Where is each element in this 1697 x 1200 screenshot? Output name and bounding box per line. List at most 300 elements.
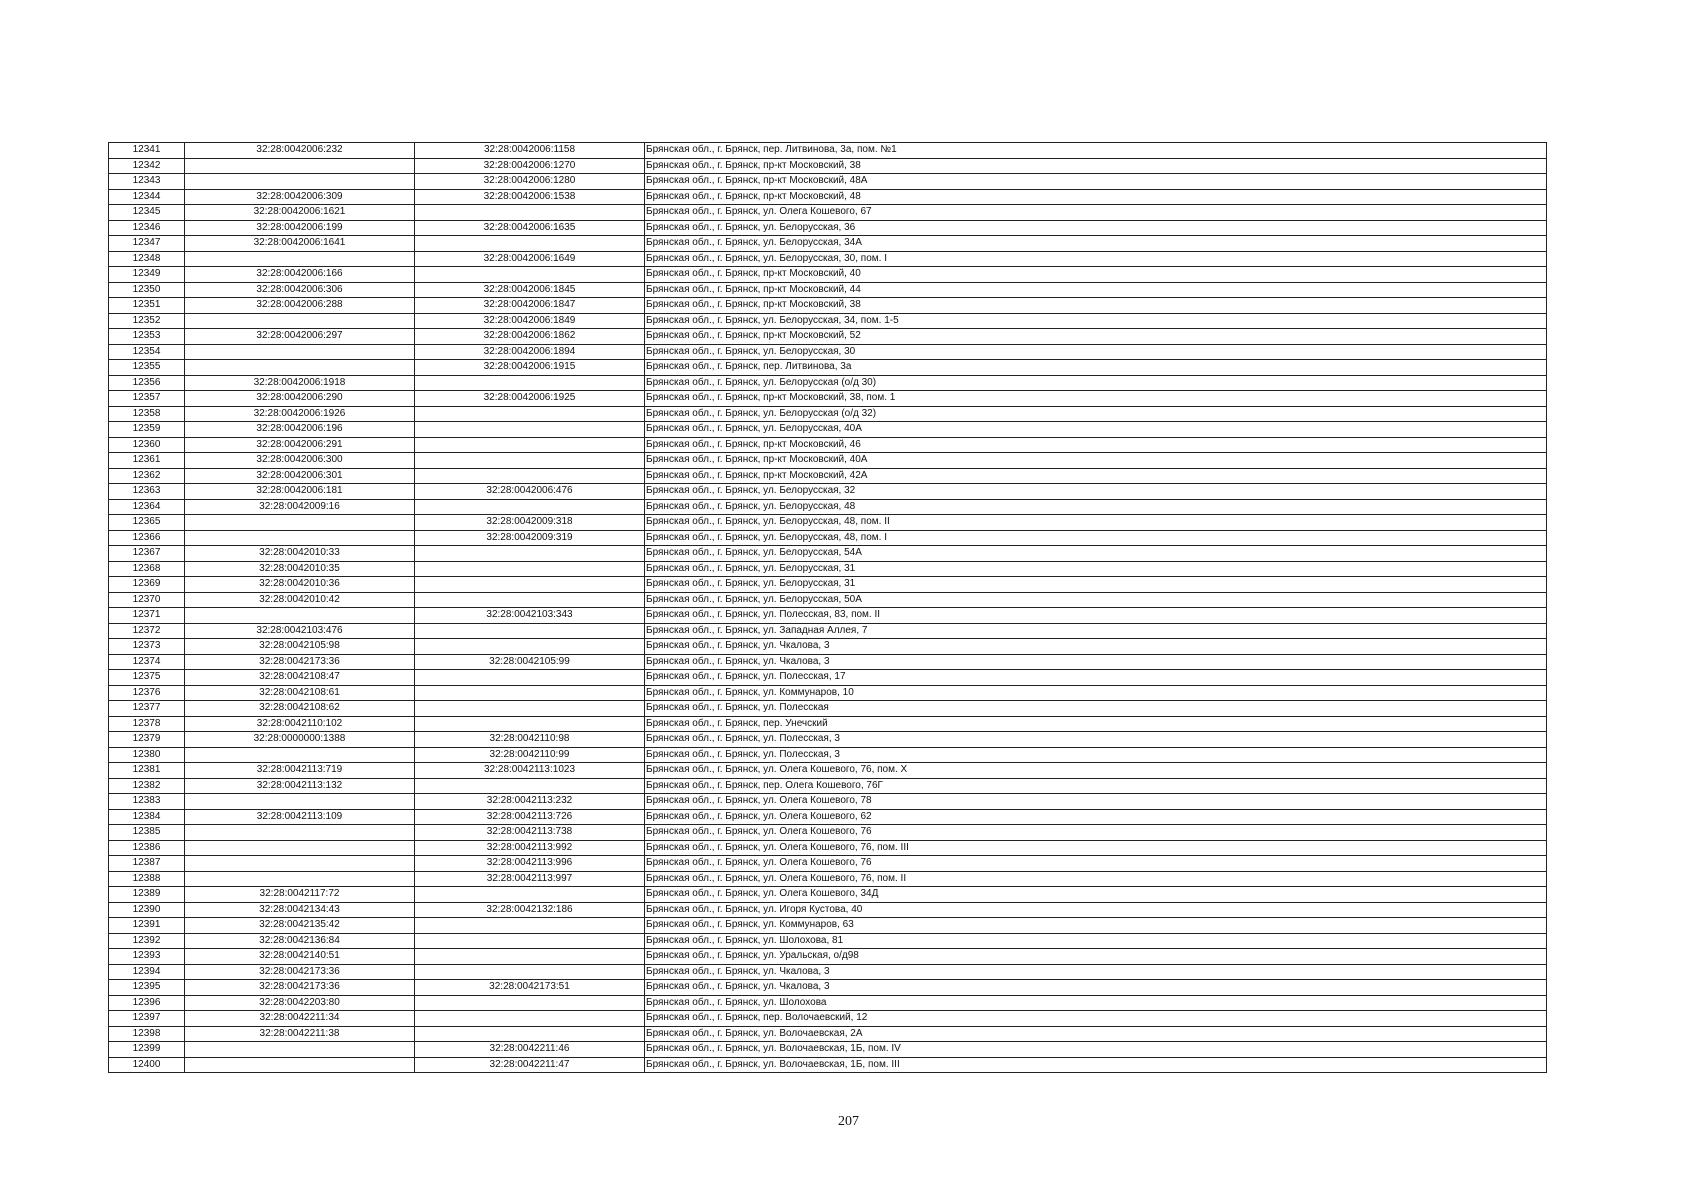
building-cadastral-number-cell bbox=[415, 639, 645, 655]
table-row bbox=[109, 375, 1547, 391]
table-row bbox=[109, 313, 1547, 329]
table-row bbox=[109, 639, 1547, 655]
parcel-cadastral-number-cell: 32:28:0042010:36 bbox=[185, 577, 415, 593]
address-cell: Брянская обл., г. Брянск, ул. Полесская bbox=[645, 701, 1547, 717]
table-row bbox=[109, 825, 1547, 841]
row-number-cell: 12341 bbox=[109, 143, 185, 159]
building-cadastral-number-cell bbox=[415, 918, 645, 934]
address-cell: Брянская обл., г. Брянск, ул. Западная Аллея, 7 bbox=[645, 623, 1547, 639]
parcel-cadastral-number-cell bbox=[185, 251, 415, 267]
building-cadastral-number-cell: 32:28:0042006:1635 bbox=[415, 220, 645, 236]
row-number-cell: 12374 bbox=[109, 654, 185, 670]
table-row bbox=[109, 980, 1547, 996]
address-cell: Брянская обл., г. Брянск, пр-кт Московский, 38 bbox=[645, 298, 1547, 314]
table-row bbox=[109, 143, 1547, 159]
table-row bbox=[109, 236, 1547, 252]
address-cell: Брянская обл., г. Брянск, пр-кт Московский, 40 bbox=[645, 267, 1547, 283]
table-row bbox=[109, 515, 1547, 531]
parcel-cadastral-number-cell: 32:28:0042006:1926 bbox=[185, 406, 415, 422]
building-cadastral-number-cell bbox=[415, 468, 645, 484]
table-row bbox=[109, 267, 1547, 283]
address-cell: Брянская обл., г. Брянск, пер. Литвинова, 3а bbox=[645, 360, 1547, 376]
parcel-cadastral-number-cell: 32:28:0042006:232 bbox=[185, 143, 415, 159]
building-cadastral-number-cell bbox=[415, 205, 645, 221]
building-cadastral-number-cell bbox=[415, 422, 645, 438]
table-row bbox=[109, 933, 1547, 949]
building-cadastral-number-cell bbox=[415, 701, 645, 717]
building-cadastral-number-cell: 32:28:0042113:232 bbox=[415, 794, 645, 810]
parcel-cadastral-number-cell: 32:28:0042006:290 bbox=[185, 391, 415, 407]
parcel-cadastral-number-cell: 32:28:0042105:98 bbox=[185, 639, 415, 655]
table-row bbox=[109, 298, 1547, 314]
row-number-cell: 12346 bbox=[109, 220, 185, 236]
row-number-cell: 12368 bbox=[109, 561, 185, 577]
table-row bbox=[109, 577, 1547, 593]
building-cadastral-number-cell bbox=[415, 453, 645, 469]
address-cell: Брянская обл., г. Брянск, ул. Белорусская (о/д 30) bbox=[645, 375, 1547, 391]
row-number-cell: 12345 bbox=[109, 205, 185, 221]
building-cadastral-number-cell bbox=[415, 546, 645, 562]
row-number-cell: 12395 bbox=[109, 980, 185, 996]
building-cadastral-number-cell: 32:28:0042211:47 bbox=[415, 1057, 645, 1073]
building-cadastral-number-cell: 32:28:0042006:1845 bbox=[415, 282, 645, 298]
table-row bbox=[109, 1057, 1547, 1073]
table-row bbox=[109, 468, 1547, 484]
building-cadastral-number-cell: 32:28:0042006:1862 bbox=[415, 329, 645, 345]
building-cadastral-number-cell: 32:28:0042006:1649 bbox=[415, 251, 645, 267]
building-cadastral-number-cell bbox=[415, 1011, 645, 1027]
parcel-cadastral-number-cell bbox=[185, 158, 415, 174]
row-number-cell: 12342 bbox=[109, 158, 185, 174]
row-number-cell: 12387 bbox=[109, 856, 185, 872]
parcel-cadastral-number-cell bbox=[185, 856, 415, 872]
row-number-cell: 12377 bbox=[109, 701, 185, 717]
row-number-cell: 12392 bbox=[109, 933, 185, 949]
parcel-cadastral-number-cell: 32:28:0042006:300 bbox=[185, 453, 415, 469]
table-row bbox=[109, 949, 1547, 965]
address-cell: Брянская обл., г. Брянск, ул. Белорусская, 48, пом. I bbox=[645, 530, 1547, 546]
table-row bbox=[109, 871, 1547, 887]
table-row bbox=[109, 778, 1547, 794]
building-cadastral-number-cell: 32:28:0042006:1158 bbox=[415, 143, 645, 159]
table-row bbox=[109, 484, 1547, 500]
building-cadastral-number-cell bbox=[415, 499, 645, 515]
building-cadastral-number-cell: 32:28:0042110:99 bbox=[415, 747, 645, 763]
address-cell: Брянская обл., г. Брянск, пер. Волочаевский, 12 bbox=[645, 1011, 1547, 1027]
address-cell: Брянская обл., г. Брянск, ул. Чкалова, 3 bbox=[645, 639, 1547, 655]
address-cell: Брянская обл., г. Брянск, ул. Белорусская, 30, пом. I bbox=[645, 251, 1547, 267]
table-row bbox=[109, 701, 1547, 717]
parcel-cadastral-number-cell: 32:28:0042113:109 bbox=[185, 809, 415, 825]
building-cadastral-number-cell bbox=[415, 577, 645, 593]
building-cadastral-number-cell: 32:28:0042132:186 bbox=[415, 902, 645, 918]
row-number-cell: 12359 bbox=[109, 422, 185, 438]
row-number-cell: 12372 bbox=[109, 623, 185, 639]
row-number-cell: 12379 bbox=[109, 732, 185, 748]
address-cell: Брянская обл., г. Брянск, ул. Шолохова bbox=[645, 995, 1547, 1011]
building-cadastral-number-cell bbox=[415, 406, 645, 422]
table-row bbox=[109, 1026, 1547, 1042]
row-number-cell: 12357 bbox=[109, 391, 185, 407]
parcel-cadastral-number-cell bbox=[185, 344, 415, 360]
address-cell: Брянская обл., г. Брянск, пр-кт Московский, 48 bbox=[645, 189, 1547, 205]
building-cadastral-number-cell: 32:28:0042006:1915 bbox=[415, 360, 645, 376]
parcel-cadastral-number-cell: 32:28:0042006:301 bbox=[185, 468, 415, 484]
row-number-cell: 12393 bbox=[109, 949, 185, 965]
parcel-cadastral-number-cell: 32:28:0042006:297 bbox=[185, 329, 415, 345]
table-row bbox=[109, 763, 1547, 779]
building-cadastral-number-cell: 32:28:0042113:726 bbox=[415, 809, 645, 825]
parcel-cadastral-number-cell: 32:28:0042006:1621 bbox=[185, 205, 415, 221]
parcel-cadastral-number-cell: 32:28:0042010:33 bbox=[185, 546, 415, 562]
parcel-cadastral-number-cell: 32:28:0042135:42 bbox=[185, 918, 415, 934]
parcel-cadastral-number-cell: 32:28:0042134:43 bbox=[185, 902, 415, 918]
parcel-cadastral-number-cell: 32:28:0042113:719 bbox=[185, 763, 415, 779]
row-number-cell: 12365 bbox=[109, 515, 185, 531]
address-cell: Брянская обл., г. Брянск, ул. Белорусская, 34А bbox=[645, 236, 1547, 252]
building-cadastral-number-cell bbox=[415, 236, 645, 252]
parcel-cadastral-number-cell: 32:28:0042211:34 bbox=[185, 1011, 415, 1027]
table-row bbox=[109, 499, 1547, 515]
table-row bbox=[109, 205, 1547, 221]
building-cadastral-number-cell bbox=[415, 437, 645, 453]
building-cadastral-number-cell: 32:28:0042006:1280 bbox=[415, 174, 645, 190]
row-number-cell: 12398 bbox=[109, 1026, 185, 1042]
table-row bbox=[109, 995, 1547, 1011]
row-number-cell: 12371 bbox=[109, 608, 185, 624]
address-cell: Брянская обл., г. Брянск, пр-кт Московский, 42А bbox=[645, 468, 1547, 484]
row-number-cell: 12386 bbox=[109, 840, 185, 856]
parcel-cadastral-number-cell: 32:28:0042117:72 bbox=[185, 887, 415, 903]
building-cadastral-number-cell bbox=[415, 592, 645, 608]
parcel-cadastral-number-cell bbox=[185, 794, 415, 810]
building-cadastral-number-cell: 32:28:0042103:343 bbox=[415, 608, 645, 624]
registry-table-body bbox=[109, 143, 1547, 1073]
row-number-cell: 12347 bbox=[109, 236, 185, 252]
building-cadastral-number-cell: 32:28:0042110:98 bbox=[415, 732, 645, 748]
row-number-cell: 12362 bbox=[109, 468, 185, 484]
building-cadastral-number-cell: 32:28:0042113:738 bbox=[415, 825, 645, 841]
building-cadastral-number-cell bbox=[415, 561, 645, 577]
address-cell: Брянская обл., г. Брянск, пер. Литвинова, 3а, пом. №1 bbox=[645, 143, 1547, 159]
table-row bbox=[109, 282, 1547, 298]
address-cell: Брянская обл., г. Брянск, ул. Олега Кошевого, 76 bbox=[645, 825, 1547, 841]
table-row bbox=[109, 406, 1547, 422]
building-cadastral-number-cell: 32:28:0042105:99 bbox=[415, 654, 645, 670]
row-number-cell: 12400 bbox=[109, 1057, 185, 1073]
building-cadastral-number-cell: 32:28:0042006:1847 bbox=[415, 298, 645, 314]
building-cadastral-number-cell: 32:28:0042006:1270 bbox=[415, 158, 645, 174]
row-number-cell: 12363 bbox=[109, 484, 185, 500]
building-cadastral-number-cell bbox=[415, 670, 645, 686]
table-row bbox=[109, 918, 1547, 934]
parcel-cadastral-number-cell: 32:28:0042108:47 bbox=[185, 670, 415, 686]
parcel-cadastral-number-cell: 32:28:0042173:36 bbox=[185, 964, 415, 980]
address-cell: Брянская обл., г. Брянск, ул. Олега Кошевого, 76, пом. III bbox=[645, 840, 1547, 856]
table-row bbox=[109, 654, 1547, 670]
building-cadastral-number-cell: 32:28:0042113:1023 bbox=[415, 763, 645, 779]
table-row bbox=[109, 747, 1547, 763]
address-cell: Брянская обл., г. Брянск, ул. Белорусская, 54А bbox=[645, 546, 1547, 562]
row-number-cell: 12381 bbox=[109, 763, 185, 779]
parcel-cadastral-number-cell bbox=[185, 515, 415, 531]
table-row bbox=[109, 546, 1547, 562]
row-number-cell: 12385 bbox=[109, 825, 185, 841]
parcel-cadastral-number-cell: 32:28:0042173:36 bbox=[185, 654, 415, 670]
building-cadastral-number-cell bbox=[415, 267, 645, 283]
table-row bbox=[109, 530, 1547, 546]
table-row bbox=[109, 732, 1547, 748]
table-row bbox=[109, 174, 1547, 190]
row-number-cell: 12388 bbox=[109, 871, 185, 887]
table-row bbox=[109, 608, 1547, 624]
table-row bbox=[109, 437, 1547, 453]
parcel-cadastral-number-cell bbox=[185, 840, 415, 856]
table-row bbox=[109, 1042, 1547, 1058]
parcel-cadastral-number-cell: 32:28:0042211:38 bbox=[185, 1026, 415, 1042]
parcel-cadastral-number-cell: 32:28:0042010:35 bbox=[185, 561, 415, 577]
table-row bbox=[109, 251, 1547, 267]
row-number-cell: 12354 bbox=[109, 344, 185, 360]
parcel-cadastral-number-cell: 32:28:0042108:61 bbox=[185, 685, 415, 701]
row-number-cell: 12399 bbox=[109, 1042, 185, 1058]
parcel-cadastral-number-cell: 32:28:0042006:166 bbox=[185, 267, 415, 283]
row-number-cell: 12344 bbox=[109, 189, 185, 205]
address-cell: Брянская обл., г. Брянск, ул. Волочаевская, 1Б, пом. III bbox=[645, 1057, 1547, 1073]
address-cell: Брянская обл., г. Брянск, пер. Олега Кошевого, 76Г bbox=[645, 778, 1547, 794]
parcel-cadastral-number-cell bbox=[185, 871, 415, 887]
address-cell: Брянская обл., г. Брянск, ул. Олега Кошевого, 34Д bbox=[645, 887, 1547, 903]
table-row bbox=[109, 670, 1547, 686]
row-number-cell: 12373 bbox=[109, 639, 185, 655]
row-number-cell: 12394 bbox=[109, 964, 185, 980]
building-cadastral-number-cell: 32:28:0042211:46 bbox=[415, 1042, 645, 1058]
table-row bbox=[109, 887, 1547, 903]
building-cadastral-number-cell: 32:28:0042006:1894 bbox=[415, 344, 645, 360]
row-number-cell: 12367 bbox=[109, 546, 185, 562]
building-cadastral-number-cell bbox=[415, 716, 645, 732]
building-cadastral-number-cell: 32:28:0042006:476 bbox=[415, 484, 645, 500]
row-number-cell: 12351 bbox=[109, 298, 185, 314]
address-cell: Брянская обл., г. Брянск, ул. Олега Кошевого, 62 bbox=[645, 809, 1547, 825]
table-row bbox=[109, 856, 1547, 872]
table-row bbox=[109, 902, 1547, 918]
row-number-cell: 12366 bbox=[109, 530, 185, 546]
row-number-cell: 12352 bbox=[109, 313, 185, 329]
row-number-cell: 12375 bbox=[109, 670, 185, 686]
building-cadastral-number-cell bbox=[415, 995, 645, 1011]
registry-table bbox=[108, 142, 1547, 1073]
row-number-cell: 12389 bbox=[109, 887, 185, 903]
parcel-cadastral-number-cell: 32:28:0042006:288 bbox=[185, 298, 415, 314]
row-number-cell: 12378 bbox=[109, 716, 185, 732]
building-cadastral-number-cell bbox=[415, 964, 645, 980]
address-cell: Брянская обл., г. Брянск, ул. Полесская, 83, пом. II bbox=[645, 608, 1547, 624]
table-row bbox=[109, 189, 1547, 205]
row-number-cell: 12376 bbox=[109, 685, 185, 701]
parcel-cadastral-number-cell: 32:28:0042140:51 bbox=[185, 949, 415, 965]
parcel-cadastral-number-cell: 32:28:0042006:306 bbox=[185, 282, 415, 298]
row-number-cell: 12384 bbox=[109, 809, 185, 825]
table-row bbox=[109, 220, 1547, 236]
parcel-cadastral-number-cell: 32:28:0042006:181 bbox=[185, 484, 415, 500]
address-cell: Брянская обл., г. Брянск, ул. Чкалова, 3 bbox=[645, 980, 1547, 996]
row-number-cell: 12356 bbox=[109, 375, 185, 391]
table-row bbox=[109, 685, 1547, 701]
address-cell: Брянская обл., г. Брянск, ул. Белорусская, 48, пом. II bbox=[645, 515, 1547, 531]
building-cadastral-number-cell: 32:28:0042113:996 bbox=[415, 856, 645, 872]
row-number-cell: 12391 bbox=[109, 918, 185, 934]
table-row bbox=[109, 360, 1547, 376]
building-cadastral-number-cell: 32:28:0042006:1849 bbox=[415, 313, 645, 329]
row-number-cell: 12348 bbox=[109, 251, 185, 267]
parcel-cadastral-number-cell: 32:28:0042136:84 bbox=[185, 933, 415, 949]
parcel-cadastral-number-cell: 32:28:0042006:1918 bbox=[185, 375, 415, 391]
parcel-cadastral-number-cell: 32:28:0042173:36 bbox=[185, 980, 415, 996]
parcel-cadastral-number-cell: 32:28:0042006:199 bbox=[185, 220, 415, 236]
building-cadastral-number-cell: 32:28:0042006:1538 bbox=[415, 189, 645, 205]
row-number-cell: 12370 bbox=[109, 592, 185, 608]
building-cadastral-number-cell: 32:28:0042009:318 bbox=[415, 515, 645, 531]
parcel-cadastral-number-cell: 32:28:0042110:102 bbox=[185, 716, 415, 732]
address-cell: Брянская обл., г. Брянск, ул. Белорусская, 31 bbox=[645, 561, 1547, 577]
parcel-cadastral-number-cell bbox=[185, 825, 415, 841]
parcel-cadastral-number-cell bbox=[185, 530, 415, 546]
table-row bbox=[109, 592, 1547, 608]
address-cell: Брянская обл., г. Брянск, ул. Белорусская, 40А bbox=[645, 422, 1547, 438]
parcel-cadastral-number-cell bbox=[185, 608, 415, 624]
parcel-cadastral-number-cell: 32:28:0042010:42 bbox=[185, 592, 415, 608]
address-cell: Брянская обл., г. Брянск, ул. Белорусская, 30 bbox=[645, 344, 1547, 360]
building-cadastral-number-cell bbox=[415, 1026, 645, 1042]
address-cell: Брянская обл., г. Брянск, ул. Чкалова, 3 bbox=[645, 964, 1547, 980]
page-number: 207 bbox=[838, 1114, 859, 1129]
building-cadastral-number-cell: 32:28:0042006:1925 bbox=[415, 391, 645, 407]
parcel-cadastral-number-cell bbox=[185, 174, 415, 190]
table-row bbox=[109, 964, 1547, 980]
address-cell: Брянская обл., г. Брянск, ул. Белорусская, 50А bbox=[645, 592, 1547, 608]
address-cell: Брянская обл., г. Брянск, ул. Белорусская (о/д 32) bbox=[645, 406, 1547, 422]
address-cell: Брянская обл., г. Брянск, ул. Белорусская, 36 bbox=[645, 220, 1547, 236]
building-cadastral-number-cell bbox=[415, 887, 645, 903]
row-number-cell: 12382 bbox=[109, 778, 185, 794]
table-row bbox=[109, 716, 1547, 732]
address-cell: Брянская обл., г. Брянск, ул. Олега Кошевого, 76, пом. X bbox=[645, 763, 1547, 779]
table-row bbox=[109, 840, 1547, 856]
address-cell: Брянская обл., г. Брянск, ул. Белорусская, 31 bbox=[645, 577, 1547, 593]
address-cell: Брянская обл., г. Брянск, ул. Чкалова, 3 bbox=[645, 654, 1547, 670]
table-row bbox=[109, 1011, 1547, 1027]
row-number-cell: 12349 bbox=[109, 267, 185, 283]
address-cell: Брянская обл., г. Брянск, пр-кт Московский, 44 bbox=[645, 282, 1547, 298]
parcel-cadastral-number-cell: 32:28:0042113:132 bbox=[185, 778, 415, 794]
row-number-cell: 12353 bbox=[109, 329, 185, 345]
row-number-cell: 12364 bbox=[109, 499, 185, 515]
address-cell: Брянская обл., г. Брянск, ул. Олега Кошевого, 76, пом. II bbox=[645, 871, 1547, 887]
parcel-cadastral-number-cell: 32:28:0042203:80 bbox=[185, 995, 415, 1011]
parcel-cadastral-number-cell: 32:28:0042009:16 bbox=[185, 499, 415, 515]
address-cell: Брянская обл., г. Брянск, ул. Полесская, 17 bbox=[645, 670, 1547, 686]
table-row bbox=[109, 344, 1547, 360]
table-row bbox=[109, 453, 1547, 469]
parcel-cadastral-number-cell: 32:28:0042006:196 bbox=[185, 422, 415, 438]
address-cell: Брянская обл., г. Брянск, пр-кт Московский, 40А bbox=[645, 453, 1547, 469]
address-cell: Брянская обл., г. Брянск, ул. Белорусская, 32 bbox=[645, 484, 1547, 500]
row-number-cell: 12361 bbox=[109, 453, 185, 469]
address-cell: Брянская обл., г. Брянск, ул. Белорусская, 48 bbox=[645, 499, 1547, 515]
address-cell: Брянская обл., г. Брянск, ул. Волочаевская, 2А bbox=[645, 1026, 1547, 1042]
table-row bbox=[109, 623, 1547, 639]
address-cell: Брянская обл., г. Брянск, пер. Унечский bbox=[645, 716, 1547, 732]
table-row bbox=[109, 329, 1547, 345]
building-cadastral-number-cell: 32:28:0042113:992 bbox=[415, 840, 645, 856]
building-cadastral-number-cell bbox=[415, 375, 645, 391]
building-cadastral-number-cell: 32:28:0042173:51 bbox=[415, 980, 645, 996]
parcel-cadastral-number-cell: 32:28:0042006:309 bbox=[185, 189, 415, 205]
building-cadastral-number-cell bbox=[415, 623, 645, 639]
row-number-cell: 12343 bbox=[109, 174, 185, 190]
row-number-cell: 12355 bbox=[109, 360, 185, 376]
table-row bbox=[109, 794, 1547, 810]
table-row bbox=[109, 158, 1547, 174]
building-cadastral-number-cell bbox=[415, 933, 645, 949]
parcel-cadastral-number-cell bbox=[185, 1057, 415, 1073]
parcel-cadastral-number-cell: 32:28:0000000:1388 bbox=[185, 732, 415, 748]
address-cell: Брянская обл., г. Брянск, ул. Полесская, 3 bbox=[645, 747, 1547, 763]
address-cell: Брянская обл., г. Брянск, ул. Олега Кошевого, 76 bbox=[645, 856, 1547, 872]
parcel-cadastral-number-cell bbox=[185, 360, 415, 376]
table-row bbox=[109, 809, 1547, 825]
row-number-cell: 12358 bbox=[109, 406, 185, 422]
building-cadastral-number-cell: 32:28:0042113:997 bbox=[415, 871, 645, 887]
parcel-cadastral-number-cell: 32:28:0042108:62 bbox=[185, 701, 415, 717]
building-cadastral-number-cell bbox=[415, 778, 645, 794]
address-cell: Брянская обл., г. Брянск, ул. Шолохова, 81 bbox=[645, 933, 1547, 949]
row-number-cell: 12380 bbox=[109, 747, 185, 763]
building-cadastral-number-cell: 32:28:0042009:319 bbox=[415, 530, 645, 546]
address-cell: Брянская обл., г. Брянск, ул. Игоря Кустова, 40 bbox=[645, 902, 1547, 918]
address-cell: Брянская обл., г. Брянск, пр-кт Московский, 38, пом. 1 bbox=[645, 391, 1547, 407]
row-number-cell: 12397 bbox=[109, 1011, 185, 1027]
table-row bbox=[109, 422, 1547, 438]
address-cell: Брянская обл., г. Брянск, ул. Уральская, о/д98 bbox=[645, 949, 1547, 965]
row-number-cell: 12396 bbox=[109, 995, 185, 1011]
address-cell: Брянская обл., г. Брянск, ул. Полесская, 3 bbox=[645, 732, 1547, 748]
address-cell: Брянская обл., г. Брянск, пр-кт Московский, 38 bbox=[645, 158, 1547, 174]
address-cell: Брянская обл., г. Брянск, ул. Коммунаров, 10 bbox=[645, 685, 1547, 701]
address-cell: Брянская обл., г. Брянск, ул. Волочаевская, 1Б, пом. IV bbox=[645, 1042, 1547, 1058]
address-cell: Брянская обл., г. Брянск, ул. Белорусская, 34, пом. 1-5 bbox=[645, 313, 1547, 329]
address-cell: Брянская обл., г. Брянск, пр-кт Московский, 46 bbox=[645, 437, 1547, 453]
address-cell: Брянская обл., г. Брянск, ул. Олега Кошевого, 78 bbox=[645, 794, 1547, 810]
building-cadastral-number-cell bbox=[415, 685, 645, 701]
address-cell: Брянская обл., г. Брянск, ул. Олега Кошевого, 67 bbox=[645, 205, 1547, 221]
row-number-cell: 12369 bbox=[109, 577, 185, 593]
parcel-cadastral-number-cell bbox=[185, 313, 415, 329]
parcel-cadastral-number-cell bbox=[185, 747, 415, 763]
parcel-cadastral-number-cell: 32:28:0042103:476 bbox=[185, 623, 415, 639]
parcel-cadastral-number-cell: 32:28:0042006:291 bbox=[185, 437, 415, 453]
table-row bbox=[109, 561, 1547, 577]
row-number-cell: 12350 bbox=[109, 282, 185, 298]
address-cell: Брянская обл., г. Брянск, ул. Коммунаров, 63 bbox=[645, 918, 1547, 934]
parcel-cadastral-number-cell: 32:28:0042006:1641 bbox=[185, 236, 415, 252]
parcel-cadastral-number-cell bbox=[185, 1042, 415, 1058]
row-number-cell: 12383 bbox=[109, 794, 185, 810]
row-number-cell: 12360 bbox=[109, 437, 185, 453]
building-cadastral-number-cell bbox=[415, 949, 645, 965]
address-cell: Брянская обл., г. Брянск, пр-кт Московский, 52 bbox=[645, 329, 1547, 345]
